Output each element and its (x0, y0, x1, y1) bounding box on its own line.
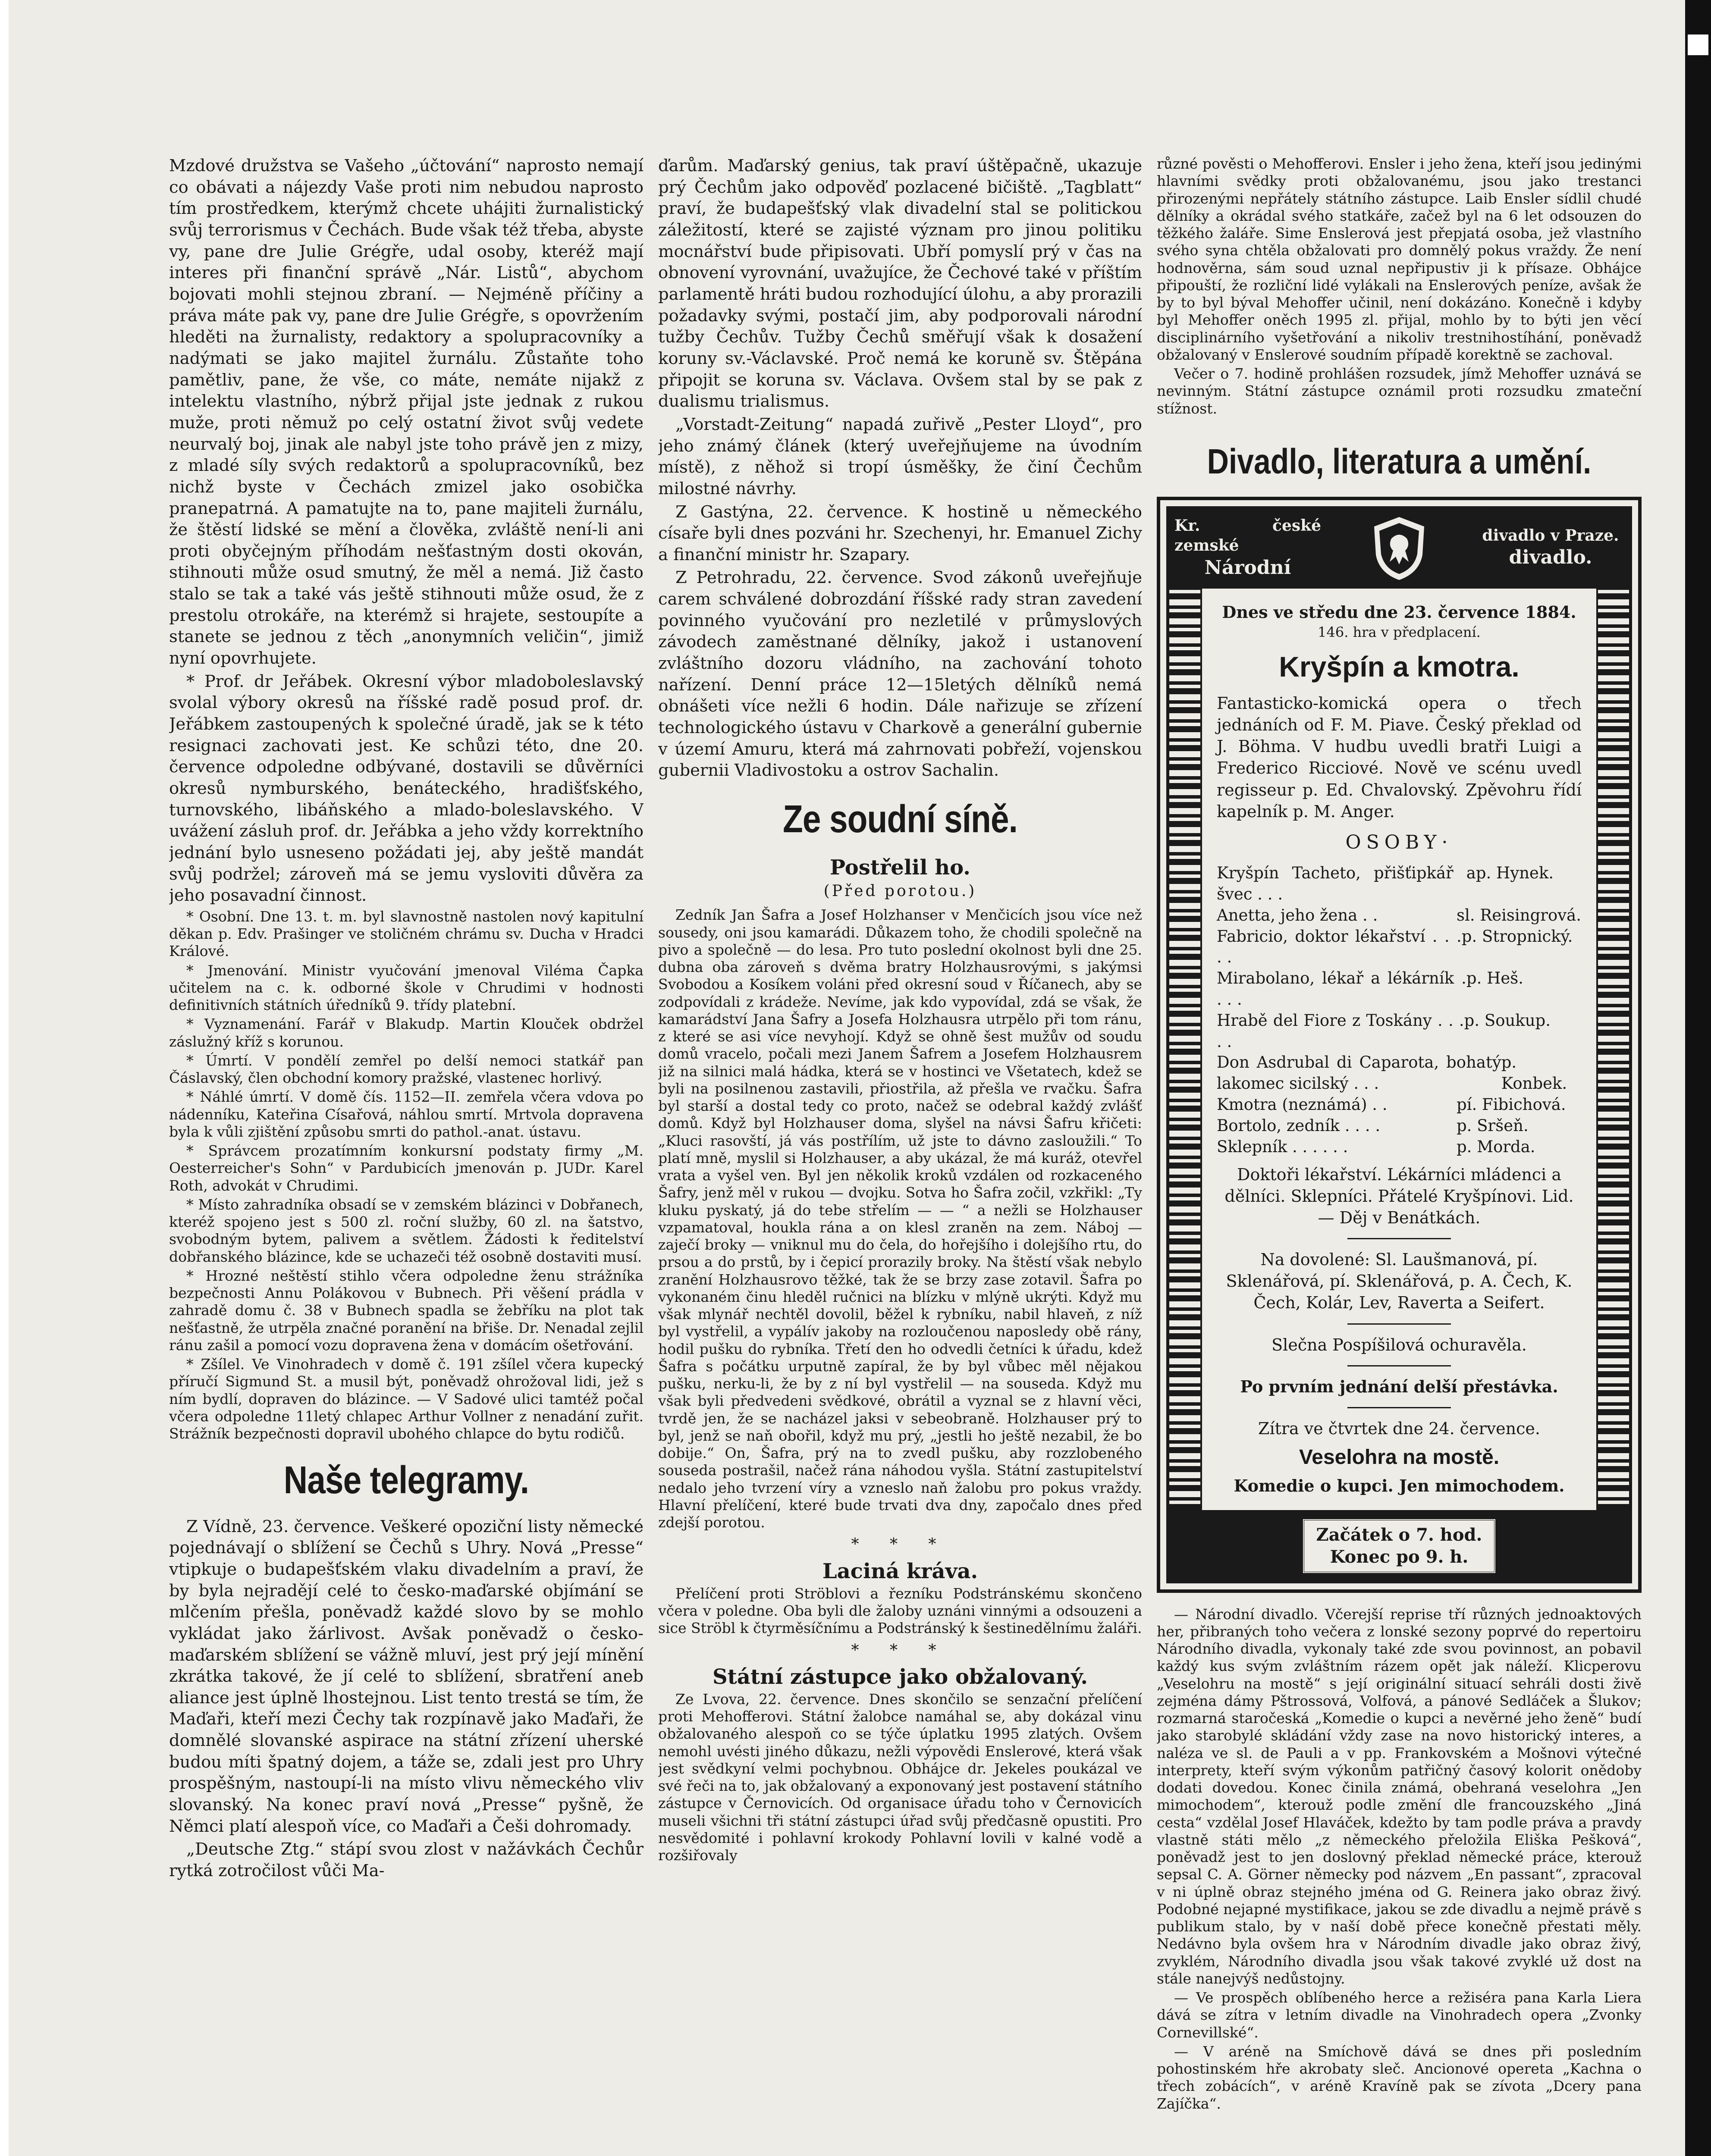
news-item: * Hrozné neštěstí stihlo včera odpoledne ženu strážníka bezpečnosti Annu Polákovou v Bubnech. Při věšení prádla v zahradě domu č. 38 v Bubnech spadla se žebříku na plot tak nešťastně, že utrpěla značné poranění na břiše. Dr. Nenadal zejlil ránu zašil a pomocí vozu dopravena žena v domácím ošetřování. (169, 1267, 644, 1354)
telegram-item: „Deutsche Ztg.“ stápí svou zlost v nažávkách Čechůr rytká zotročilost vůči Ma- (169, 1839, 644, 1881)
court-article-body: Zedník Jan Šafra a Josef Holzhanser v Menčicích jsou více než sousedy, oni jsou kamarádi. Důkazem toho, že chodili společně na pivo a společně — do lesa. Pro tuto poslední okolnost byli dne 25. dubna oba zároveň s dvěma bratry Holzhausrovými, s jakýmsi Svobodou a Kosíkem voláni před okresní soud v Říčanech, aby se zodpovídali z krádeže. Nevíme, jak kdo vypovídal, zdá se však, že kamarádství Jana Šafry a Josefa Holzhausra utrpělo při tom ránu, z které se asi více nevyhojí. Když se ohně šest mužův od soudu domů vracelo, počali mezi Janem Šafrem a Josefem Holzhausrem již na silnici malá hádka, která se v hostinci ve Všetatech, kdež se byli na posilnenou zastavili, přiostřila, až přešla ve rvačku. Šafra byl starší a dostal tedy co proto, načež se odebral každý zvlášť domů. Když byl Holzhauser doma, slyšel na návsi Šafru křičeti: „Kluci rasovští, já vás postřílím, už jste to dávno zasloužili.“ To platí mně, myslil si Holzhauser, a aby ukázal, že má kuráž, otevřel vrata a vyšel ven. Byl jen několik kroků vzdálen od rozkaceného Šafry, jenž měl v rukou — dvojku. Sotva ho Šafra zočil, vzkřikl: „Ty kluku pyskatý, já do tebe střelím — — “ a nežli se Holzhauser vzpamatoval, houkla rána a on klesl zraněn na zem. Náboj — zaječí broky — vniknul mu do čela, do hořejšího i dolejšího rtu, do prsou a do prstů, by i čepicí prorazily broky. Na štěstí však nebylo zranění Holzhausrovo těžké, tak že se brzy zase zotavil. Šafra po vykonaném činu hleděl ručnici na blízku v mlýně ukrýti. Když mu však mlynář nechtěl dovolil, běžel k rybníku, nabil hlaveň, z níž byl vystřelil, a vypálív jakoby na rozloučenou naposledy obě rány, hodil pušku do rybníka. Třetí den ho odvedli četníci k úřadu, kdež Šafra s počátku urputně zapíral, že by byl vůbec měl nějakou pušku, nerku-li, že by z ní byl vystřelil — na souseda. Když mu však byli předvedeni svědkové, obrátil a vyznal se z hlavní věci, tvrdě jen, že se nacházel jaksi v sebeobraně. Holzhauser prý to byl, jenž se naň obořil, když mu prý, „jestli ho ještě nezabil, že bo dobije.“ On, Šafra, prý na to zvedl pušku, aby rozzlobeného souseda postrašil, načež rána náhodou vyšla. Státní zastupitelství nedalo jeho tvrzení víry a vzneslo naň žalobu pro pokus vraždy. Hlavní přelíčení, které bude trvati dva dny, započalo dnes před zdejší porotou. (658, 906, 1142, 1531)
theatre-news: — V aréně na Smíchově dává se dnes při posledním pohostinském hře akrobaty sleč. Ancionové opereta „Kachna o třech zobácích“, v aréně Kravíně pak se zívota „Dcery pana Zajíčka“. (1157, 2043, 1642, 2112)
cast-row: Mirabolano, lékař a lékárník . . . . p. Heš. (1217, 969, 1524, 1009)
divider (1347, 1365, 1451, 1366)
divider (1347, 1407, 1451, 1408)
start-time: Začátek o 7. hod. (1316, 1524, 1482, 1545)
news-item: * Náhlé úmrtí. V domě čís. 1152—II. zemřela včera vdova po nádenníku, Kateřina Císařová, náhlou smrtí. Mrtvola dopravena byla k vůli zjištění způsobu smrti do pathol.-anat. ústavu. (169, 1088, 644, 1140)
section-heading-theatre: Divadlo, literatura a umění. (1207, 442, 1592, 481)
poster-content (1202, 589, 1596, 1510)
theatre-poster (1157, 497, 1642, 1593)
leave-note: Na dovolené: Sl. Laušmanová, pí. Sklenářová, pí. Sklenářová, p. A. Čech, K. Čech, Kolár, Lev, Raverta a Seifert. (1226, 1250, 1573, 1313)
telegram-item: Z Vídně, 23. července. Veškeré opoziční listy německé pojednávají o sblížení se Čechů s Uhry. Nová „Presse“ vtipkuje o budapešťském vlaku divadelním a praví, že by byla nejradějí celé to česko-maďarské objímání se mlčením přešla, poněvadž každé slovo by se mohlo vykládat jako žárlivost. Avšak poněvadž o česko-maďarském sblížení se vážně mluví, jest prý její mínění zkrátka takové, že jí celé to sblížení, sbratření aneb aliance jest úplně lhostejnou. List tento trestá se tím, že Maďaři, kteří mezi Čechy tak rozpínavě jako Maďaři, že domnělé slovanské aspirace na státní zřízení uherské budou míti špatný dojem, a táže se, zdali jest pro Uhry prospěšným, nastoupí-li na místo vlivu německého vliv slovanský. Na konec praví nová „Presse“ pyšně, že Němci platí alespoň více, co Maďaři a Češi dohromady. (169, 1517, 644, 1836)
pause-note: Po prvním jednání delší přestávka. (1240, 1376, 1558, 1396)
court-article-body: Přelíčení proti Ströblovi a řezníku Podstránskému skončeno včera v poledne. Oba byli dle žaloby uznáni vinnými a odsouzeni a sice Ströbl k čtyrměsíčnímu a Podstránský k šestinedělnímu žaláři. (658, 1585, 1142, 1637)
illness-note: Slečna Pospíšilová ochuravěla. (1271, 1335, 1527, 1354)
poster-performance-number: 146. hra v předplacení. (1318, 624, 1481, 640)
poster-header (1168, 508, 1631, 589)
news-item: * Prof. dr Jeřábek. Okresní výbor mladoboleslavský svolal výbory okresů na říšské radě posud prof. dr. Jeřábkem zastoupených k společné úradě, jak se k této resignaci zachovati jest. Ke schůzi této, dne 20. července odpoledne odbývané, dostavili se důvěrníci okresů nymburského, benáteckého, hradišťského, turnovského, libáňského a mlado-boleslavského. V uvážení zásluh prof. dr. Jeřábka a jeho vždy korrektního jednání bylo usneseno požádati jej, aby ještě mandát svůj podržel; zároveň má se jemu vysloviti důvěra za jeho posavadní činnost. (169, 671, 644, 906)
cast-row: Kryšpín Tacheto, přišťipkář a švec . . . p. Hynek. (1217, 864, 1554, 903)
poster-header-text: divadlo v Praze. (1482, 526, 1619, 545)
end-time: Konec po 9. h. (1330, 1547, 1469, 1567)
cast-row: Hrabě del Fiore z Toskány . . . . . p. Soukup. (1217, 1011, 1551, 1051)
theatre-review: — Národní divadlo. Včerejší reprise tří různých jednoaktových her, přibraných toho večera z lonské sezony poprvé do repertoiru Národního divadla, vykonaly také zde svou povinnost, an pobavil každý kus svým zvláštním rázem opět jak náleží. Klicperovu „Veselohru na mostě“ s její originální situací sehráli dosti živě zejména dámy Pštrossová, Volfová, a pánové Sedláček a Šlukov; rozmarná staročeská „Komedie o kupci a nevěrné jeho ženě“ budí jako starobylé skládání vždy zase na novo historický interes, a naléza ve sl. de Pauli a v pp. Frankovském a Mošnovi výtečné interprety, kteří svým výkonům patřičný časový kolorit onědoby dodati dovedou. Konec činila známá, obehraná veselohra „Jen mimochodem“, kterouž podle změní dle francouzského „Jiná cesta“ vzdělal Josef Hlaváček, kdežto by tam podle práva a pravdy vlastně státi mělo „z německého přeložila Eliška Pešková“, poněvadž jest to jen doslovný překlad německé práce, kterouž sepsal C. A. Görner německy pod názvem „En passant“, zpracoval v ni úplně obraz stejného jména od G. Reinera jako obraz živý. Podobné nejapné mystifikace, jakou se zde divadlu a nejmě právě s publikum stalo, by v naší době přece konečně přestati měly. Nedávno byla ovšem hra v Národním divadle jako obraz živý, zvyklém, Národního divadla jsou však takové zvyklé už dost na stále nanejvýš nedůstojny. (1157, 1605, 1642, 1987)
news-item: * Jmenování. Ministr vyučování jmenoval Viléma Čapka učitelem na c. k. odborné škole v Chrudimi v hodnosti definitivních státních úředníků 9. třídy platební. (169, 962, 644, 1014)
telegram-item: Z Gastýna, 22. července. K hostině u německého císaře byli dnes pozváni hr. Szechenyi, hr. Emanuel Zichy a finanční ministr hr. Szapary. (658, 502, 1142, 564)
separator-stars: * * * (851, 1536, 949, 1554)
telegram-item: „Vorstadt-Zeitung“ napadá zuřivě „Pester Lloyd“, pro jeho známý článek (který uveřejňujeme na úvodním místě), z něhož si tropí úsměšky, že činí Čechům milostné návrhy. (658, 414, 1142, 498)
cast-row: Anetta, jeho žena . . sl. Reisingrová. (1217, 906, 1581, 924)
poster-border-ornament (1168, 589, 1202, 1510)
news-item: * Zšílel. Ve Vinohradech v domě č. 191 zšílel včera kupecký příručí Sigmund St. a musil být, poněvadž ohrožoval lidi, jež s ním bydlí, dopraven do blázince. — V Sadové ulici tamtéž počal včera odpoledne 11letý chlapec Arthur Vollner z nenadání zuřit. Strážník bezpečnosti dopravil ubohého chlapce do bytu rodičů. (169, 1356, 644, 1442)
next-date: Zítra ve čtvrtek dne 24. července. (1258, 1419, 1540, 1438)
divider (1347, 1238, 1451, 1239)
poster-date: Dnes ve středu dne 23. července 1884. (1222, 602, 1576, 622)
play-description: Fantasticko-komická opera o třech jednáních od F. M. Piave. Český překlad od J. Böhma. V hudbu uvedli bratři Luigi a Frederico Ricciové. Nově ve scénu uvedl regisseur p. Ed. Chvalovský. Zpěvohru řídí kapelník p. M. Anger. (1217, 694, 1582, 821)
separator-stars: * * * (851, 1641, 949, 1659)
newspaper-page (9, 0, 1686, 2156)
telegram-item: Z Petrohradu, 22. července. Svod zákonů uveřejňuje carem schválené dobrozdání říšské rady stran zavedení povinného vyučování pro nezletilé v průmyslových závodech zaměstnané dělníky, jakož i ustanovení zvláštního dozoru vládního, na zachování tohoto nařízení. Denní práce 12—15letých dělníků nemá obnášeti více nežli 6 hodin. Dále nařizuje se zřízení technologického ústavu v Charkově a generální gubernie v území Amuru, která má zahrnovati pobřeží, vojenskou gubernii Vladivostoku a ostrov Sachalin. (658, 568, 1142, 780)
section-heading-telegrams: Naše telegramy. (283, 1459, 529, 1502)
cast-row: Sklepník . . . . . . p. Morda. (1217, 1137, 1535, 1156)
column-3 (1157, 155, 1642, 2156)
news-item: * Místo zahradníka obsadí se v zemském blázinci v Dobřanech, kteréž spojeno jest s 500 zl. roční služby, 60 zl. na šatstvo, svobodným bytem, palivem a světlem. Žádosti k ředitelství dobřanského blázince, kde se uchazeči též osobně dostaviti musí. (169, 1196, 644, 1265)
news-item: * Úmrtí. V pondělí zemřel po delší nemoci statkář pan Čáslavský, člen obchodní komory pražské, vlastenec horlivý. (169, 1052, 644, 1087)
section-heading-court: Ze soudní síně. (782, 798, 1018, 841)
poster-header-text: Kr. české zemské (1174, 516, 1321, 555)
court-article-body: Ze Lvova, 22. července. Dnes skončilo se senzační přelíčení proti Mehofferovi. Státní žalobce namáhal se, aby dokázal vinu obžalovaného alespoň co se týče úplatku 1995 zlatých. Ovšem nemohl uvésti jiného důkazu, nežli výpovědi Enslerové, která však jest svědkyní velmi pochybnou. Obhájce dr. Jekeles poukázal ve své řeči na to, jak obžalovaný a exponovaný jest postavení státního zástupce v Černovicích. Od organisace úřadu toho v Černovicích museli všichni tři státní zástupci úřad svůj předčasně opustiti. Pro nesvědomité i pohlavní krokody Pohlavní lovili v kalné vodě a rozšiřovaly (658, 1690, 1142, 1864)
news-item: * Osobní. Dne 13. t. m. byl slavnostně nastolen nový kapitulní děkan p. Edv. Prašinger ve stoličném chrámu sv. Ducha v Hradci Králové. (169, 908, 644, 960)
court-article-body: různé pověsti o Mehofferovi. Ensler i jeho žena, kteří jsou jedinými hlavními svědky proti obžalovanému, jsou jako trestanci přirozenými nepřátely státního zástupce. Laib Ensler sídlil chudé dělníky a okrádal svého statkáře, začež byl na 6 let odsouzen do těžkého žaláře. Sime Enslerová jest přepjatá osoba, jež vlastního svého syna chtěla obžalovati pro domnělý pokus vraždy. Že není hodnověrna, sám soud uznal nepřipustiv ji k přísaze. Obhájce připouští, že rozliční lidé vylákali na Enslerových peníze, avšak že by to byl býval Mehoffer učinil, není dokázáno. Konečně i kdyby byl Mehoffer oněch 1995 zl. přijal, mohlo by to býti jen věcí disciplinárního vyšetřování a nikoliv trestnihostíhání, poněvadž obžalovaný v Enslerové soudním případě korektně se zachoval. (1157, 155, 1642, 363)
cast-row: Fabricio, doktor lékařství . . . . . p. Stropnický. (1217, 927, 1573, 967)
play-title: Kryšpín a kmotra. (1279, 650, 1519, 683)
showtime-box (1303, 1519, 1496, 1573)
chorus-note: Doktoři lékařství. Lékárníci mládenci a dělníci. Sklepníci. Přátelé Kryšpínovi. Lid. — Děj v Benátkách. (1224, 1165, 1574, 1227)
news-item: * Správcem prozatímním konkursní podstaty firmy „M. Oesterreicher's Sohn“ v Pardubicích jmenován p. JUDr. Karel Roth, advokát v Chrudimi. (169, 1142, 644, 1194)
poster-border-ornament (1596, 589, 1631, 1510)
poster-header-text: Národní (1204, 556, 1291, 579)
lion-crest-icon (1369, 514, 1429, 583)
divider (1347, 1323, 1451, 1325)
cast-row: Kmotra (neznámá) . . pí. Fibichová. (1217, 1095, 1566, 1114)
cast-list (1217, 863, 1582, 1158)
scan-marker (1688, 34, 1708, 55)
court-article-body: Večer o 7. hodině prohlášen rozsudek, jímž Mehoffer uznává se nevinným. Státní zástupce oznámil proti rozsudku zmateční stížnost. (1157, 365, 1642, 417)
court-article-title: Laciná kráva. (822, 1559, 978, 1583)
court-article-subtitle: (Před porotou.) (823, 882, 977, 900)
cast-row: Don Asdrubal di Caparota, bohatý lakomec sicilský . . . p. Konbek. (1217, 1053, 1567, 1093)
court-article-title: Státní zástupce jako obžalovaný. (712, 1665, 1088, 1689)
column-1 (169, 155, 644, 2156)
telegram-item: ďarům. Maďarský genius, tak praví úštěpačně, ukazuje prý Čechům jako odpověď pozlacené bičiště. „Tagblatt“ praví, že budapešťský vlak divadelní stal se politickou záležitostí, které se zajisté význam pro jinou politiku mocnářství bude připisovati. Ubří pomyslí prý v čas na obnovení vyrovnání, uvažujíce, že Čechové také v příštím parlamentě hráti budou rozhodující úlohu, a aby prorazili požadavky svými, postačí jim, aby podporovali národní tužby Čechův. Tužby Čechů směřují však k dosažení koruny sv.-Václavské. Proč nemá ke koruně sv. Štěpána připojit se koruna sv. Václava. Ovšem stal by se pak z dualismu trialismus. (658, 156, 1142, 411)
column-2 (658, 155, 1142, 2156)
poster-header-text: divadlo. (1509, 546, 1592, 569)
court-article-title: Postřelil ho. (829, 856, 971, 880)
news-item: * Vyznamenání. Farář v Blakudp. Martin Klouček obdržel záslužný kříž s korunou. (169, 1015, 644, 1050)
article-paragraph: Mzdové družstva se Vašeho „účtování“ naprosto nemají co obávati a nájezdy Vaše proti nim nebudou naprosto tím prostředkem, kterýmž chcete uhájiti žurnalistický svůj terrorismus v Čechách. Bude však též třeba, abyste vy, pane dre Julie Grégře, udal osoby, kteréž mají interes při finanční správě „Nár. Listů“, abychom bojovati mohli stejnou zbraní. — Nejméně příčiny a práva máte pak vy, pane dre Julie Grégře, s opovržením hleděti na žurnalisty, redaktory a spolupracovníky a nadýmati se jako majitel žurnálu. Zůstaňte toho pamětliv, pane, že vše, co máte, nemáte nijakž z intelektu vlastního, nýbrž přijal jste jednak z rukou muže, proti němuž po celý ostatní život svůj vedete neurvalý boj, jinak ale nabyl jste toho právě jen z mizy, z mladé síly svých redaktorů a spolupracovníků, bez nichž byste v Čechách zmizel jako osobička pranepatrná. A pamatujte na to, pane majiteli žurnálu, že štěstí lidské se mění a člověka, zvláště není-li ani proti obyčejným příhodám nešťastným dosti okován, stihnouti může osud smutný, že měl a nemá. Již často stalo se tak a také vás ještě stihnouti může osud, že z prestolu otrokáře, na kterémž si hrajete, sestoupíte a stanete se jednou z těch „anonymních veličin“, jimiž nyní opovrhujete. (169, 156, 644, 668)
cast-row: Bortolo, zedník . . . . p. Sršeň. (1217, 1116, 1529, 1135)
scan-border (1685, 0, 1711, 2156)
next-play-subtitle: Komedie o kupci. Jen mimochodem. (1234, 1476, 1565, 1496)
next-play-title: Veselohra na mostě. (1299, 1446, 1500, 1469)
theatre-news: — Ve prospěch oblíbeného herce a režiséra pana Karla Liera dává se zítra v letním divadle na Vinohradech opera „Zvonky Cornevillské“. (1157, 1989, 1642, 2041)
cast-heading: OSOBY· (1345, 831, 1453, 853)
